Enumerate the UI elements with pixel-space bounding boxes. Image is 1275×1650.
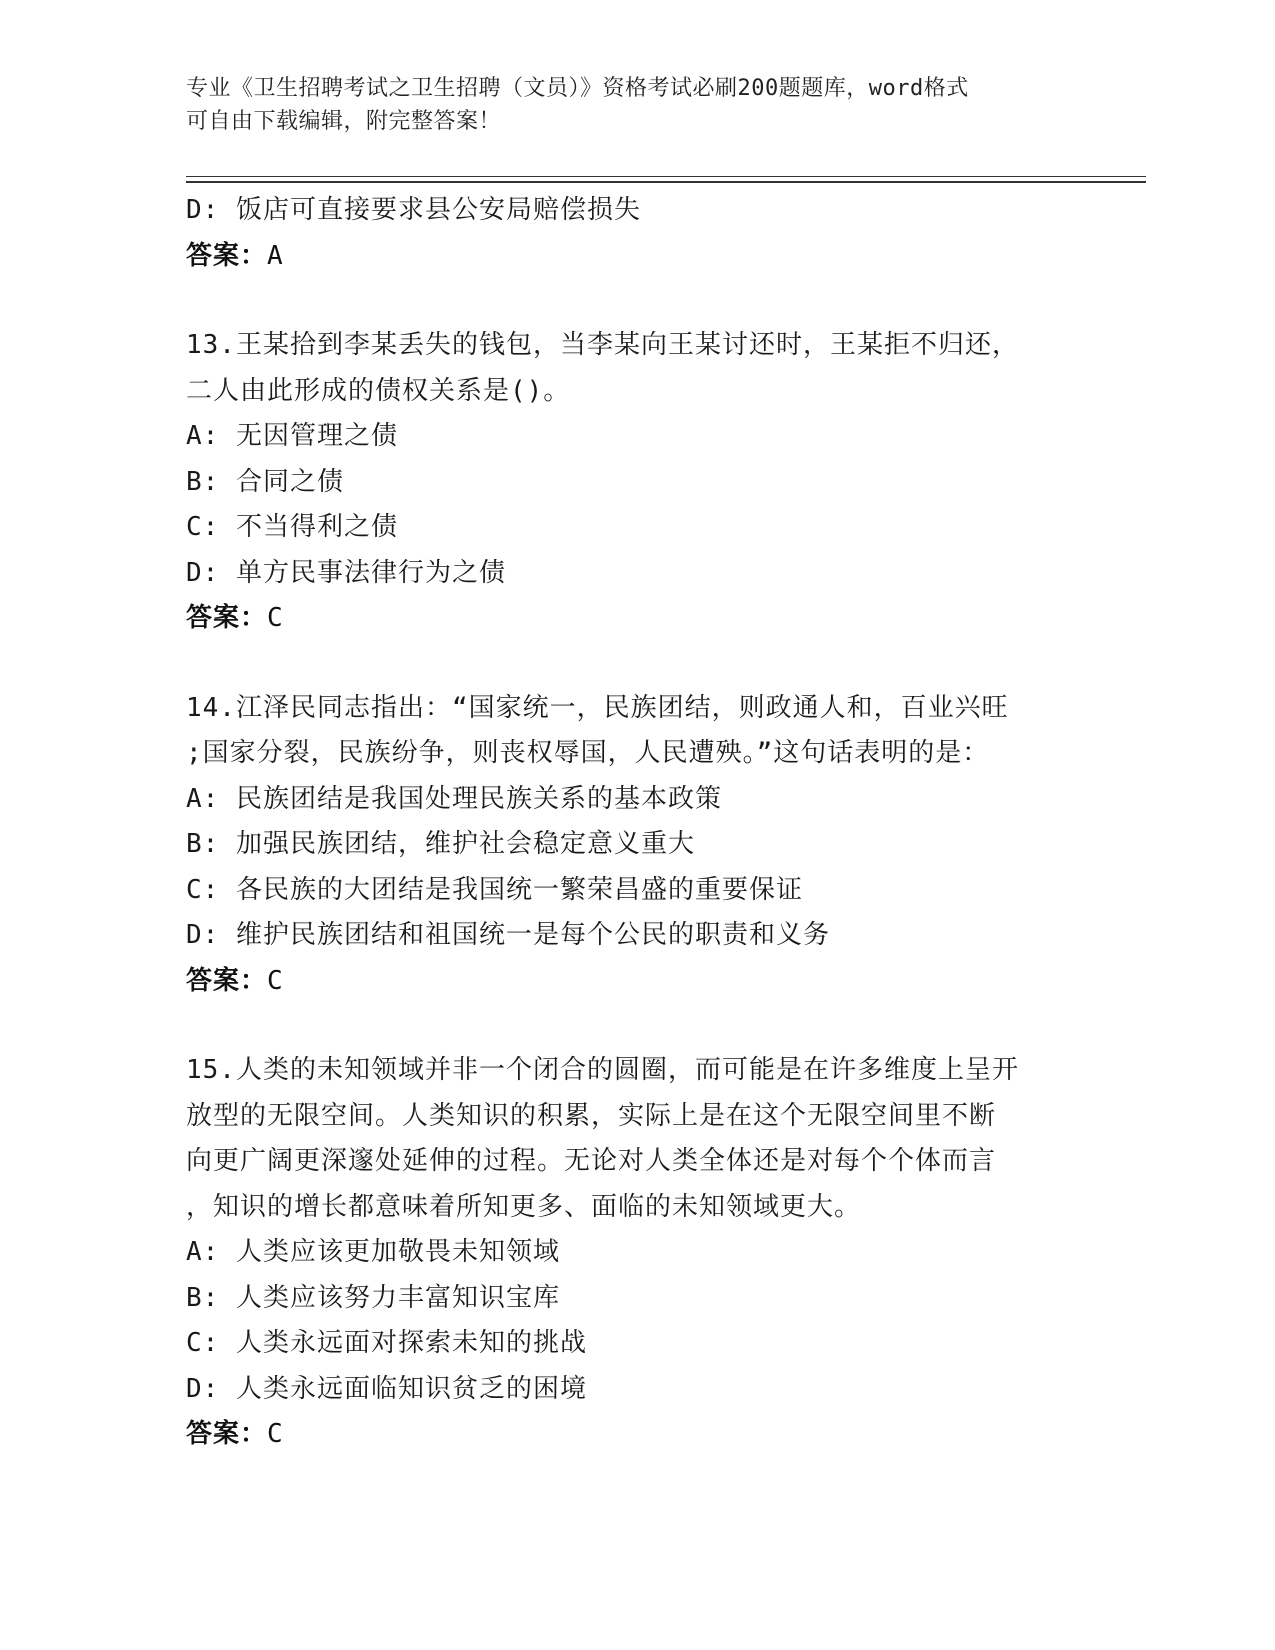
question-stem-line: 15.人类的未知领域并非一个闭合的圆圈，而可能是在许多维度上呈开 xyxy=(186,1055,1019,1085)
question-stem-line: 13.王某拾到李某丢失的钱包，当李某向王某讨还时，王某拒不归还， xyxy=(186,330,1019,360)
header-line-2: 可自由下载编辑，附完整答案！ xyxy=(186,109,502,134)
answer-label: 答案： xyxy=(186,603,268,633)
header-divider-thick xyxy=(186,181,1146,183)
answer-value: C xyxy=(267,1419,284,1449)
spacer xyxy=(186,642,1086,686)
question-content xyxy=(186,188,1086,1458)
option-d: D: 维护民族团结和祖国统一是每个公民的职责和义务 xyxy=(186,920,830,950)
option-a: A: 民族团结是我国处理民族关系的基本政策 xyxy=(186,783,722,814)
question-stem-line: ;国家分裂，民族纷争，则丧权辱国，人民遭殃。”这句话表明的是： xyxy=(186,738,990,768)
option-b: B: 合同之债 xyxy=(186,466,344,497)
answer-label: 答案： xyxy=(186,240,268,271)
header-divider-thin xyxy=(186,176,1146,177)
option-c: C: 不当得利之债 xyxy=(186,512,398,542)
option-d: D: 人类永远面临知识贫乏的困境 xyxy=(186,1373,587,1404)
option-a: A: 人类应该更加敬畏未知领域 xyxy=(186,1237,560,1267)
option-c: C: 人类永远面对探索未知的挑战 xyxy=(186,1328,587,1358)
answer-value: A xyxy=(267,240,284,271)
question-stem-line: 放型的无限空间。人类知识的积累，实际上是在这个无限空间里不断 xyxy=(186,1100,997,1131)
answer-value: C xyxy=(267,603,284,633)
answer-line xyxy=(186,959,1086,1005)
spacer xyxy=(186,1004,1086,1048)
answer-label: 答案： xyxy=(186,1419,268,1449)
answer-value: C xyxy=(267,965,284,996)
option-b: B: 人类应该努力丰富知识宝库 xyxy=(186,1282,560,1313)
answer-line xyxy=(186,234,1086,280)
document-header xyxy=(186,72,1066,138)
question-stem-line: 14.江泽民同志指出：“国家统一，民族团结，则政通人和，百业兴旺 xyxy=(186,692,1009,723)
spacer xyxy=(186,279,1086,323)
question-15 xyxy=(186,1048,1086,1458)
previous-question-tail xyxy=(186,188,1086,279)
question-13 xyxy=(186,323,1086,642)
option-c: C: 各民族的大团结是我国统一繁荣昌盛的重要保证 xyxy=(186,874,803,905)
answer-line xyxy=(186,1412,1086,1458)
question-14 xyxy=(186,686,1086,1005)
question-stem-line: 二人由此形成的债权关系是()。 xyxy=(186,375,571,406)
option-d: D: 饭店可直接要求县公安局赔偿损失 xyxy=(186,195,641,225)
option-d: D: 单方民事法律行为之债 xyxy=(186,557,506,588)
answer-label: 答案： xyxy=(186,965,268,996)
answer-line xyxy=(186,596,1086,642)
option-a: A: 无因管理之债 xyxy=(186,421,398,451)
question-stem-line: 向更广阔更深邃处延伸的过程。无论对人类全体还是对每个个体而言 xyxy=(186,1146,997,1176)
option-b: B: 加强民族团结，维护社会稳定意义重大 xyxy=(186,829,695,859)
question-stem-line: ，知识的增长都意味着所知更多、面临的未知领域更大。 xyxy=(186,1191,862,1222)
header-line-1: 专业《卫生招聘考试之卫生招聘（文员）》资格考试必刷200题题库，word格式 xyxy=(186,76,969,101)
